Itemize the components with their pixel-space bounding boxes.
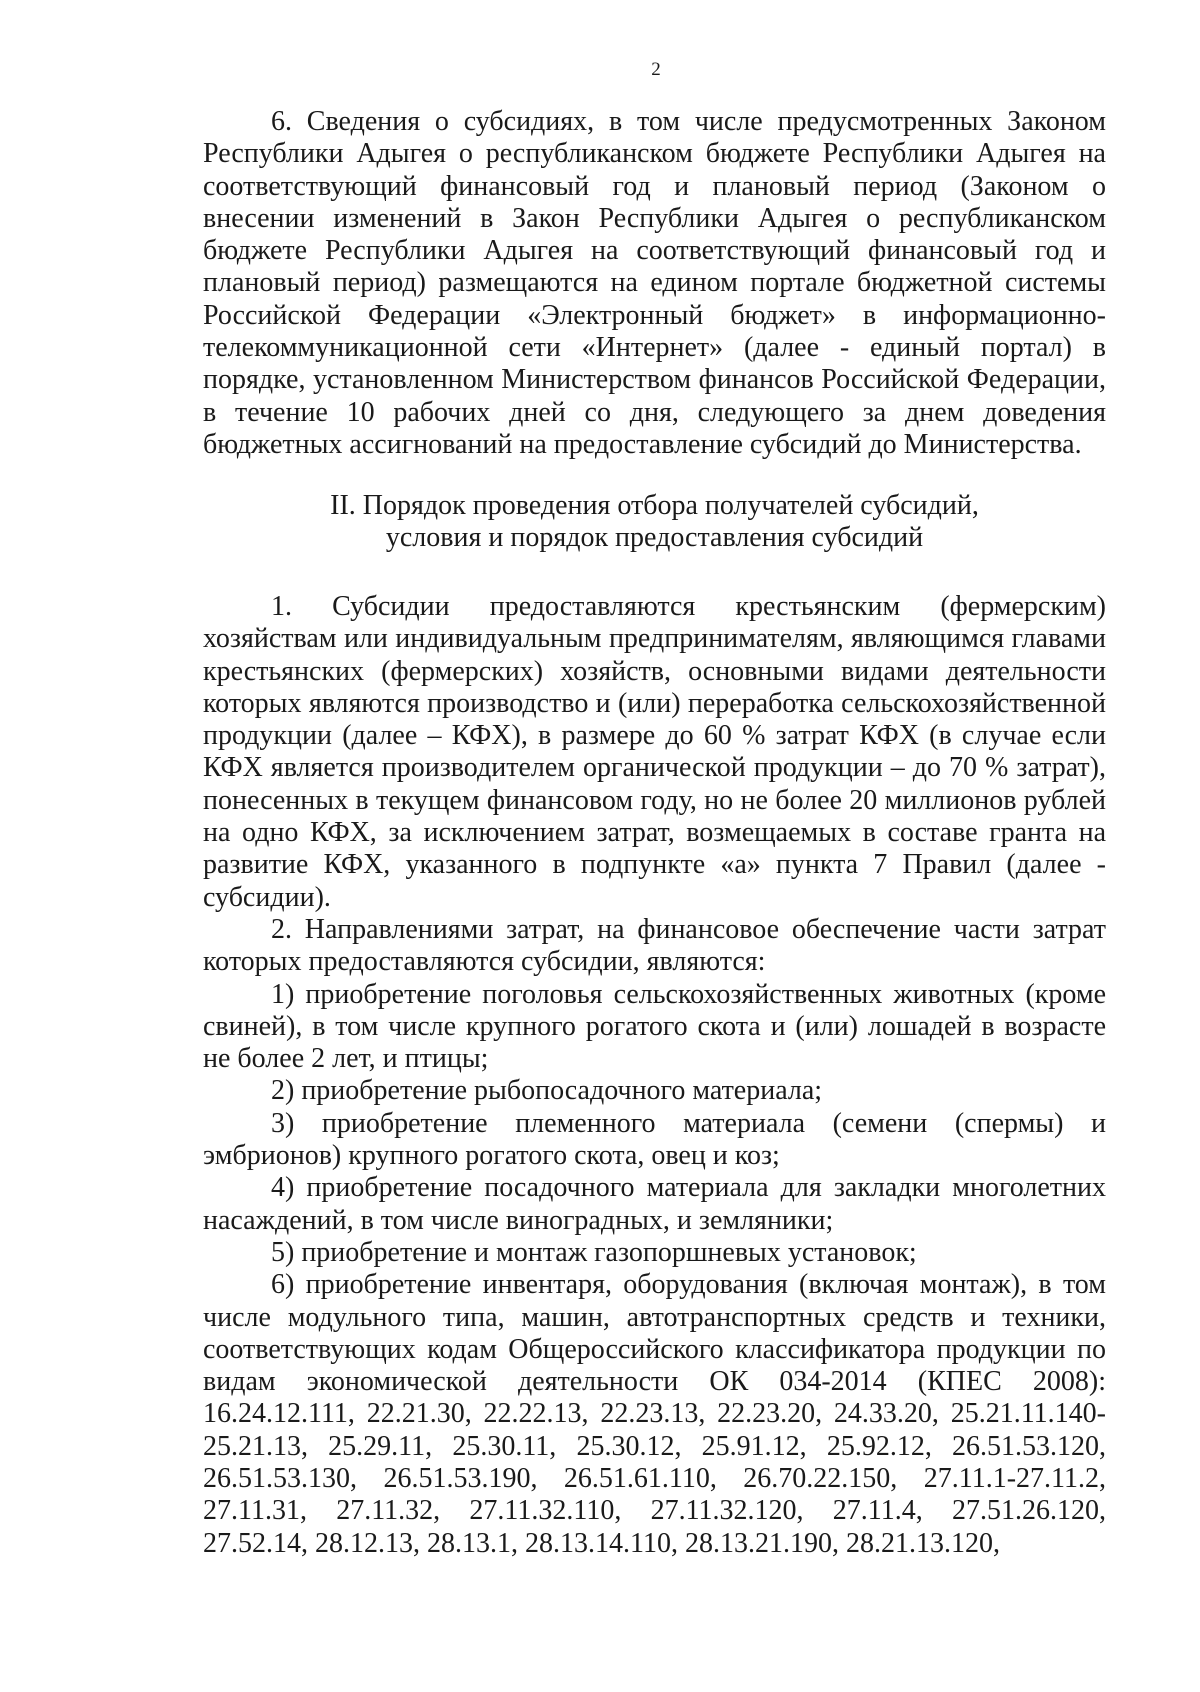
list-item-3: 3) приобретение племенного материала (семени (спермы) и эмбрионов) крупного рогатого скота, овец и коз;	[203, 1107, 1106, 1172]
paragraph-2-2: 2. Направлениями затрат, на финансовое обеспечение части затрат которых предоставляются субсидии, являются:	[203, 913, 1106, 978]
paragraph-2-1: 1. Субсидии предоставляются крестьянским (фермерским) хозяйствам или индивидуальным предпринимателям, являющимся главами крестьянских (фермерских) хозяйств, основными видами деятельности которых являются производство и (или) переработка сельскохозяйственной продукции (далее – КФХ), в размере до 60 % затрат КФХ (в случае если КФХ является производителем органической продукции – до 70 % затрат), понесенных в текущем финансовом году, но не более 20 миллионов рублей на одно КФХ, за исключением затрат, возмещаемых в составе гранта на развитие КФХ, указанного в подпункте «а» пункта 7 Правил (далее - субсидии).	[203, 591, 1106, 913]
section-heading-line-2: условия и порядок предоставления субсидий	[385, 522, 924, 554]
section-heading-line-1: II. Порядок проведения отбора получателей субсидий,	[330, 490, 979, 521]
list-item-6: 6) приобретение инвентаря, оборудования (включая монтаж), в том числе модульного типа, машин, автотранспортных средств и техники, соответствующих кодам Общероссийского классификатора продукции по видам экономической деятельности ОК 034-2014 (КПЕС 2008): 16.24.12.111, 22.21.30, 22.22.13, 22.23.13, 22.23.20, 24.33.20, 25.21.11.140-25.21.13, 25.29.11, 25.30.11, 25.30.12, 25.91.12, 25.92.12, 26.51.53.120, 26.51.53.130, 26.51.53.190, 26.51.61.110, 26.70.22.150, 27.11.1-27.11.2, 27.11.31, 27.11.32, 27.11.32.110, 27.11.32.120, 27.11.4, 27.51.26.120, 27.52.14, 28.12.13, 28.13.1, 28.13.14.110, 28.13.21.190, 28.21.13.120,	[203, 1269, 1106, 1559]
list-item-1: 1) приобретение поголовья сельскохозяйственных животных (кроме свиней), в том числе крупного рогатого скота и (или) лошадей в возрасте не более 2 лет, и птицы;	[203, 978, 1106, 1075]
page-number: 2	[651, 59, 661, 80]
list-item-5: 5) приобретение и монтаж газопоршневых установок;	[271, 1236, 917, 1268]
section-2-text	[203, 591, 1106, 1560]
paragraph-6: 6. Сведения о субсидиях, в том числе предусмотренных Законом Республики Адыгея о республиканском бюджете Республики Адыгея на соответствующий финансовый год и плановый период (Законом о внесении изменений в Закон Республики Адыгея о республиканском бюджете Республики Адыгея на соответствующий финансовый год и плановый период) размещаются на едином портале бюджетной системы Российской Федерации «Электронный бюджет» в информационно-телекоммуникационной сети «Интернет» (далее - единый портал) в порядке, установленном Министерством финансов Российской Федерации, в течение 10 рабочих дней со дня, следующего за днем доведения бюджетных ассигнований на предоставление субсидий до Министерства.	[203, 106, 1106, 460]
list-item-2: 2) приобретение рыбопосадочного материала;	[271, 1075, 823, 1107]
section-heading	[203, 490, 1106, 555]
section-1-text	[203, 106, 1106, 461]
list-item-4: 4) приобретение посадочного материала для закладки многолетних насаждений, в том числе виноградных, и земляники;	[203, 1172, 1106, 1236]
